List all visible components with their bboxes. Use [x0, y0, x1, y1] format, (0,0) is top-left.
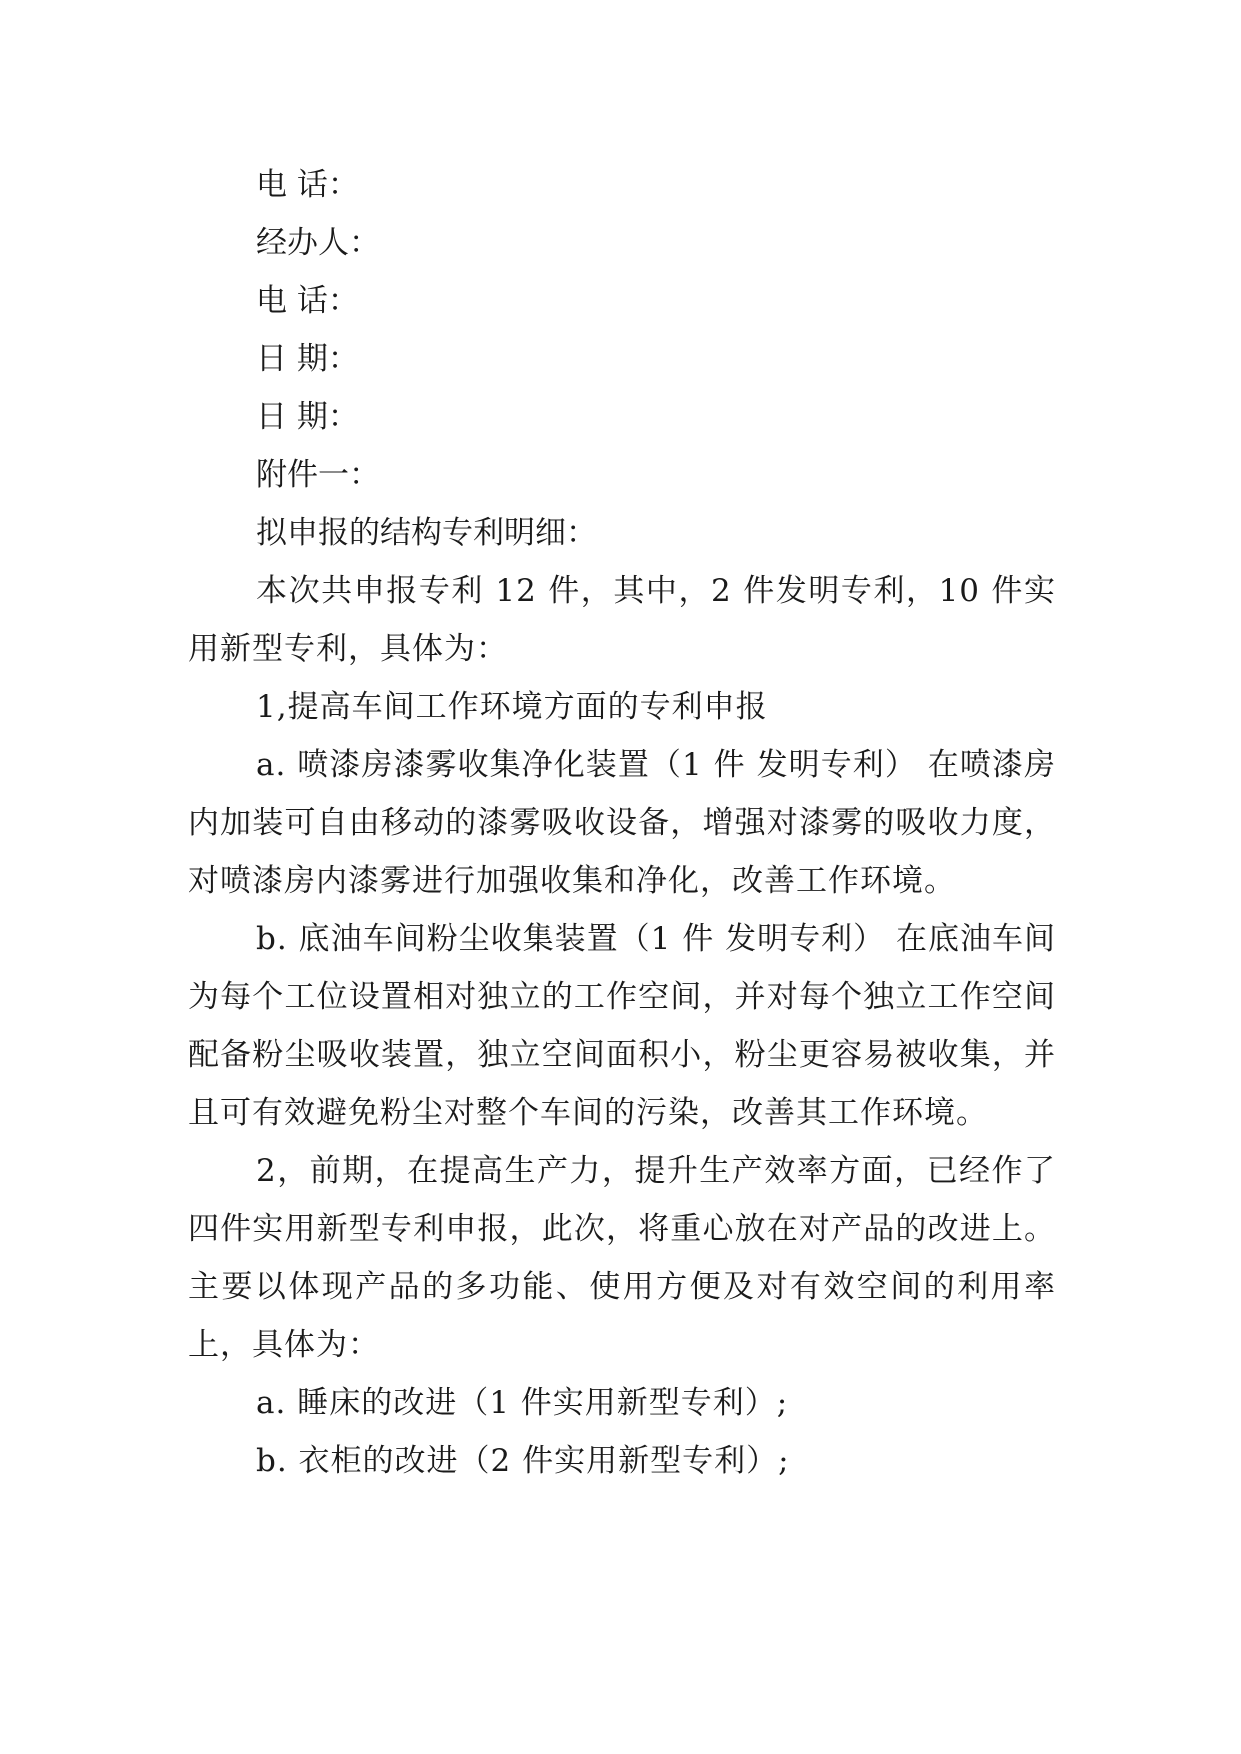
- item-1b-paragraph: b. 底油车间粉尘收集装置（1 件 发明专利） 在底油车间为每个工位设置相对独立的工作空间，并对每个独立工作空间配备粉尘吸收装置，独立空间面积小，粉尘更容易被收集，并且可有效避免粉尘对整个车间的污染，改善其工作环境。: [188, 921, 1056, 1131]
- handler-label: 经办人：: [256, 225, 380, 261]
- phone-label-2: 电 话：: [256, 283, 359, 319]
- phone-label-1: 电 话：: [256, 167, 359, 203]
- summary-paragraph: 本次共申报专利 12 件，其中，2 件发明专利，10 件实用新型专利，具体为：: [188, 573, 1056, 667]
- section-2-paragraph: 2，前期，在提高生产力，提升生产效率方面，已经作了四件实用新型专利申报，此次，将重心放在对产品的改进上。主要以体现产品的多功能、使用方便及对有效空间的利用率上，具体为：: [188, 1153, 1056, 1363]
- section-1-heading: 1,提高车间工作环境方面的专利申报: [256, 689, 768, 725]
- item-2b-line: b. 衣柜的改进（2 件实用新型专利）;: [256, 1443, 790, 1479]
- patent-list-heading: 拟申报的结构专利明细：: [256, 515, 597, 551]
- item-2a-line: a. 睡床的改进（1 件实用新型专利）;: [256, 1385, 789, 1421]
- item-1a-paragraph: a. 喷漆房漆雾收集净化装置（1 件 发明专利） 在喷漆房内加装可自由移动的漆雾吸收设备，增强对漆雾的吸收力度，对喷漆房内漆雾进行加强收集和净化，改善工作环境。: [188, 747, 1056, 899]
- attachment-title: 附件一：: [256, 457, 380, 493]
- document-body: [188, 156, 1056, 1490]
- date-label-2: 日 期：: [256, 399, 359, 435]
- date-label-1: 日 期：: [256, 341, 359, 377]
